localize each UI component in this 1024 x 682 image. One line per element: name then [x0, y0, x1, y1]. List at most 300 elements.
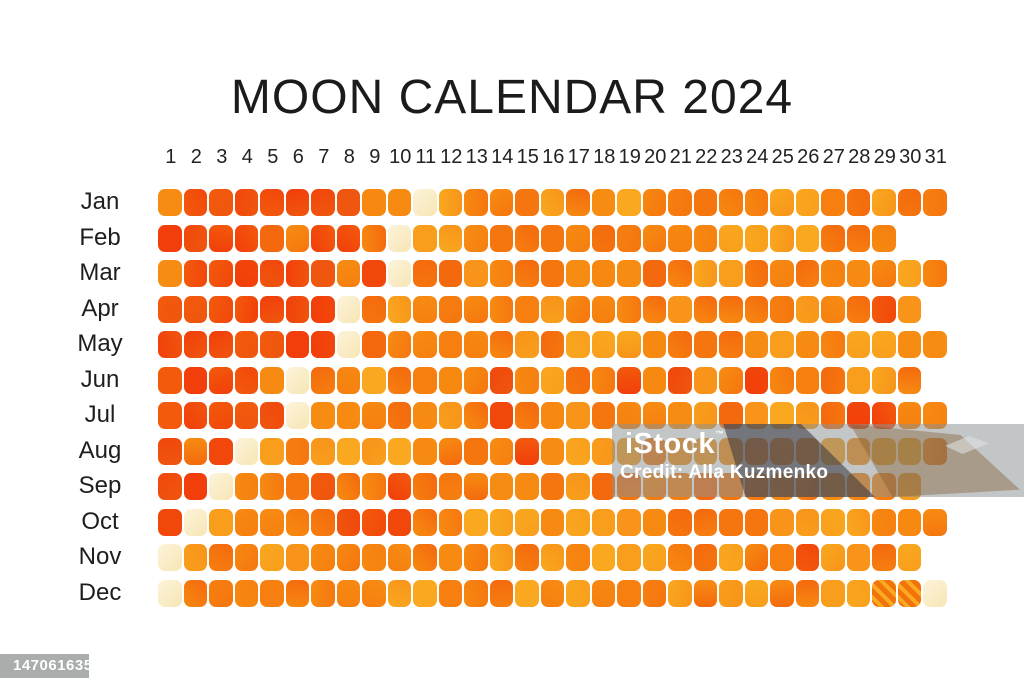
day-cell [388, 544, 412, 571]
day-cell [362, 473, 386, 500]
day-cell [158, 367, 182, 394]
day-cell [362, 260, 386, 287]
day-cell [158, 260, 182, 287]
day-cell [898, 509, 922, 536]
month-label: Jun [80, 365, 120, 393]
day-cell [566, 402, 590, 429]
day-cell [643, 509, 667, 536]
month-label: Aug [78, 436, 122, 464]
day-cell [490, 473, 514, 500]
day-cell [388, 509, 412, 536]
new-moon-cell [158, 544, 182, 571]
day-cell [439, 544, 463, 571]
day-cell [260, 544, 284, 571]
day-number: 21 [669, 146, 692, 168]
day-cell [617, 189, 641, 216]
day-cell [158, 402, 182, 429]
day-cell [515, 189, 539, 216]
day-cell [209, 296, 233, 323]
day-cell [184, 438, 208, 465]
day-cell [158, 225, 182, 252]
day-cell [184, 402, 208, 429]
day-cell [413, 367, 437, 394]
day-cell [515, 367, 539, 394]
month-label: May [77, 330, 123, 358]
day-cell [821, 331, 845, 358]
month-row [158, 260, 947, 287]
day-cell [260, 473, 284, 500]
day-cell [821, 367, 845, 394]
day-number: 22 [695, 146, 718, 168]
day-cell [286, 580, 310, 607]
day-cell [694, 225, 718, 252]
day-cell [209, 580, 233, 607]
day-cell [898, 260, 922, 287]
day-cell [643, 296, 667, 323]
day-cell [515, 473, 539, 500]
day-cell [745, 296, 769, 323]
day-cell [260, 189, 284, 216]
istock-logo [625, 428, 725, 461]
day-cell [643, 225, 667, 252]
new-moon-cell [286, 367, 310, 394]
day-cell [286, 509, 310, 536]
day-cell [515, 225, 539, 252]
new-moon-cell [413, 189, 437, 216]
day-number: 15 [516, 146, 539, 168]
day-cell [541, 402, 565, 429]
day-cell [388, 367, 412, 394]
day-cell [413, 438, 437, 465]
new-moon-cell [337, 331, 361, 358]
day-cell [490, 331, 514, 358]
month-row [158, 331, 947, 358]
day-cell [464, 367, 488, 394]
day-cell [464, 331, 488, 358]
day-cell [515, 402, 539, 429]
day-cell [770, 296, 794, 323]
new-moon-cell [158, 580, 182, 607]
day-cell [286, 260, 310, 287]
day-cell [770, 260, 794, 287]
day-number: 20 [644, 146, 667, 168]
day-cell [362, 296, 386, 323]
day-cell [260, 402, 284, 429]
day-cell [184, 260, 208, 287]
month-label: Nov [78, 543, 122, 571]
day-cell [566, 296, 590, 323]
day-cell [745, 580, 769, 607]
day-cell [490, 260, 514, 287]
day-cell [847, 260, 871, 287]
new-moon-cell [286, 402, 310, 429]
day-cell [668, 509, 692, 536]
day-number: 23 [720, 146, 743, 168]
day-cell [464, 473, 488, 500]
day-cell [898, 296, 922, 323]
day-cell [821, 509, 845, 536]
day-cell [209, 331, 233, 358]
day-cell [796, 225, 820, 252]
day-cell [872, 367, 896, 394]
day-cell [566, 544, 590, 571]
day-cell [490, 189, 514, 216]
day-cell [439, 438, 463, 465]
day-cell [617, 580, 641, 607]
day-cell [286, 225, 310, 252]
day-cell [490, 544, 514, 571]
day-cell [209, 367, 233, 394]
day-number: 5 [267, 146, 279, 168]
day-cell [719, 260, 743, 287]
month-label: Jul [84, 401, 116, 429]
day-cell [719, 331, 743, 358]
day-cell [464, 438, 488, 465]
month-row [158, 509, 947, 536]
day-cell [362, 402, 386, 429]
day-cell [617, 296, 641, 323]
day-cell [745, 260, 769, 287]
day-cell [719, 580, 743, 607]
day-number: 30 [899, 146, 922, 168]
day-cell [311, 544, 335, 571]
month-label: Mar [79, 259, 121, 287]
day-cell [668, 331, 692, 358]
day-cell [413, 331, 437, 358]
day-cell [439, 225, 463, 252]
new-moon-cell [388, 225, 412, 252]
day-cell [694, 296, 718, 323]
day-cell [872, 260, 896, 287]
day-number: 11 [415, 146, 437, 168]
day-cell [235, 189, 259, 216]
day-cell [490, 225, 514, 252]
day-cell [388, 473, 412, 500]
day-number: 29 [873, 146, 896, 168]
day-cell [872, 189, 896, 216]
day-cell [158, 509, 182, 536]
day-number: 19 [618, 146, 641, 168]
day-cell [821, 225, 845, 252]
day-cell [617, 367, 641, 394]
day-cell [566, 225, 590, 252]
day-cell [413, 509, 437, 536]
day-cell [847, 331, 871, 358]
day-cell [745, 189, 769, 216]
trademark-symbol: ™ [715, 429, 725, 439]
day-cell [490, 402, 514, 429]
day-cell [235, 260, 259, 287]
day-cell [337, 189, 361, 216]
month-label: Oct [81, 507, 119, 535]
day-cell [388, 189, 412, 216]
day-cell [209, 225, 233, 252]
day-cell [464, 580, 488, 607]
day-cell [898, 367, 922, 394]
new-moon-cell [923, 580, 947, 607]
day-cell [694, 509, 718, 536]
day-cell [413, 544, 437, 571]
day-number: 28 [848, 146, 871, 168]
istock-logo-text: iStock [625, 428, 716, 460]
day-cell [923, 331, 947, 358]
watermark-credit: Credit: Alla Kuzmenko [620, 462, 829, 483]
day-number: 26 [797, 146, 820, 168]
day-cell [260, 331, 284, 358]
month-label: Feb [79, 223, 121, 251]
day-number: 13 [465, 146, 488, 168]
day-cell [209, 402, 233, 429]
day-cell [209, 260, 233, 287]
day-cell [464, 189, 488, 216]
day-cell [388, 580, 412, 607]
new-moon-cell [209, 473, 233, 500]
day-cell [235, 225, 259, 252]
day-cell [362, 189, 386, 216]
day-cell [235, 544, 259, 571]
day-cell [209, 189, 233, 216]
day-cell [872, 580, 896, 607]
day-number: 7 [318, 146, 330, 168]
day-cell [745, 544, 769, 571]
day-cell [566, 260, 590, 287]
day-cell [770, 225, 794, 252]
day-cell [566, 509, 590, 536]
day-cell [260, 225, 284, 252]
day-cell [490, 438, 514, 465]
day-cell [770, 331, 794, 358]
day-cell [260, 438, 284, 465]
day-cell [337, 260, 361, 287]
day-cell [719, 544, 743, 571]
day-cell [286, 438, 310, 465]
day-cell [464, 296, 488, 323]
day-cell [821, 544, 845, 571]
day-cell [643, 260, 667, 287]
day-cell [719, 509, 743, 536]
day-cell [617, 544, 641, 571]
day-cell [694, 367, 718, 394]
day-cell [388, 331, 412, 358]
day-cell [719, 367, 743, 394]
day-cell [439, 367, 463, 394]
day-cell [923, 260, 947, 287]
day-cell [311, 402, 335, 429]
day-cell [872, 544, 896, 571]
day-number: 9 [369, 146, 381, 168]
month-label: Dec [78, 578, 122, 606]
day-cell [362, 509, 386, 536]
day-cell [235, 331, 259, 358]
day-cell [388, 296, 412, 323]
day-cell [388, 438, 412, 465]
day-cell [337, 438, 361, 465]
new-moon-cell [235, 438, 259, 465]
day-number: 12 [440, 146, 463, 168]
day-cell [592, 260, 616, 287]
day-cell [668, 544, 692, 571]
day-cell [337, 509, 361, 536]
month-label: Jan [80, 188, 120, 215]
day-cell [796, 367, 820, 394]
day-cell [413, 225, 437, 252]
day-cell [337, 367, 361, 394]
day-cell [413, 260, 437, 287]
day-cell [311, 331, 335, 358]
day-cell [847, 544, 871, 571]
day-cell [745, 367, 769, 394]
day-cell [311, 225, 335, 252]
day-cell [923, 509, 947, 536]
day-number: 31 [924, 146, 947, 168]
day-cell [184, 225, 208, 252]
day-cell [694, 331, 718, 358]
day-cell [541, 296, 565, 323]
day-cell [770, 580, 794, 607]
image-id-badge: 1470616354 [0, 654, 89, 678]
month-row [158, 225, 896, 252]
day-cell [439, 580, 463, 607]
day-cell [821, 296, 845, 323]
day-cell [898, 544, 922, 571]
day-cell [847, 296, 871, 323]
day-cell [745, 331, 769, 358]
day-cell [337, 473, 361, 500]
day-cell [872, 225, 896, 252]
day-cell [158, 438, 182, 465]
day-cell [158, 331, 182, 358]
day-cell [592, 225, 616, 252]
month-row [158, 580, 947, 607]
day-cell [515, 580, 539, 607]
day-cell [286, 331, 310, 358]
day-cell [515, 260, 539, 287]
day-cell [209, 438, 233, 465]
day-cell [311, 296, 335, 323]
day-cell [592, 331, 616, 358]
day-number: 16 [542, 146, 565, 168]
day-cell [464, 544, 488, 571]
day-cell [362, 225, 386, 252]
day-cell [362, 438, 386, 465]
day-cell [158, 296, 182, 323]
day-cell [439, 296, 463, 323]
day-cell [286, 544, 310, 571]
day-cell [235, 509, 259, 536]
day-cell [566, 473, 590, 500]
day-cell [439, 260, 463, 287]
day-cell [311, 473, 335, 500]
month-label: Apr [81, 294, 119, 322]
day-cell [898, 331, 922, 358]
day-cell [541, 473, 565, 500]
day-cell [515, 331, 539, 358]
day-cell [847, 189, 871, 216]
day-cell [872, 509, 896, 536]
day-cell [770, 367, 794, 394]
day-number: 2 [190, 146, 202, 168]
day-cell [745, 225, 769, 252]
day-cell [413, 402, 437, 429]
day-cell [388, 402, 412, 429]
day-cell [566, 189, 590, 216]
day-cell [490, 367, 514, 394]
day-cell [184, 367, 208, 394]
day-cell [184, 296, 208, 323]
day-cell [566, 438, 590, 465]
day-cell [770, 189, 794, 216]
day-cell [872, 296, 896, 323]
day-cell [515, 438, 539, 465]
day-cell [209, 509, 233, 536]
day-cell [796, 296, 820, 323]
day-number: 25 [771, 146, 794, 168]
day-number: 1 [165, 146, 177, 168]
day-cell [439, 509, 463, 536]
day-cell [541, 509, 565, 536]
day-cell [847, 509, 871, 536]
day-cell [821, 189, 845, 216]
day-cell [311, 509, 335, 536]
day-number: 18 [593, 146, 616, 168]
day-cell [592, 189, 616, 216]
day-cell [694, 189, 718, 216]
day-cell [541, 367, 565, 394]
day-cell [872, 331, 896, 358]
day-number: 17 [567, 146, 590, 168]
day-cell [898, 189, 922, 216]
day-cell [821, 580, 845, 607]
day-cell [464, 225, 488, 252]
day-cell [311, 438, 335, 465]
day-cell [490, 509, 514, 536]
month-label: Sep [78, 472, 122, 500]
day-cell [439, 402, 463, 429]
day-cell [515, 544, 539, 571]
day-cell [541, 189, 565, 216]
day-cell [464, 260, 488, 287]
month-row [158, 189, 947, 216]
day-cell [184, 331, 208, 358]
day-cell [617, 331, 641, 358]
day-cell [566, 331, 590, 358]
day-cell [745, 509, 769, 536]
day-cell [286, 189, 310, 216]
day-cell [592, 509, 616, 536]
day-cell [566, 580, 590, 607]
day-number: 27 [822, 146, 845, 168]
day-cell [898, 580, 922, 607]
month-row [158, 544, 921, 571]
day-cell [592, 544, 616, 571]
day-number: 3 [216, 146, 228, 168]
day-cell [337, 402, 361, 429]
day-cell [694, 580, 718, 607]
day-cell [413, 580, 437, 607]
day-cell [770, 509, 794, 536]
month-row [158, 367, 921, 394]
day-cell [668, 225, 692, 252]
day-cell [413, 473, 437, 500]
day-cell [235, 296, 259, 323]
day-number: 24 [746, 146, 769, 168]
day-cell [668, 260, 692, 287]
day-cell [260, 367, 284, 394]
day-cell [515, 296, 539, 323]
day-cell [515, 509, 539, 536]
day-cell [311, 580, 335, 607]
day-cell [362, 544, 386, 571]
